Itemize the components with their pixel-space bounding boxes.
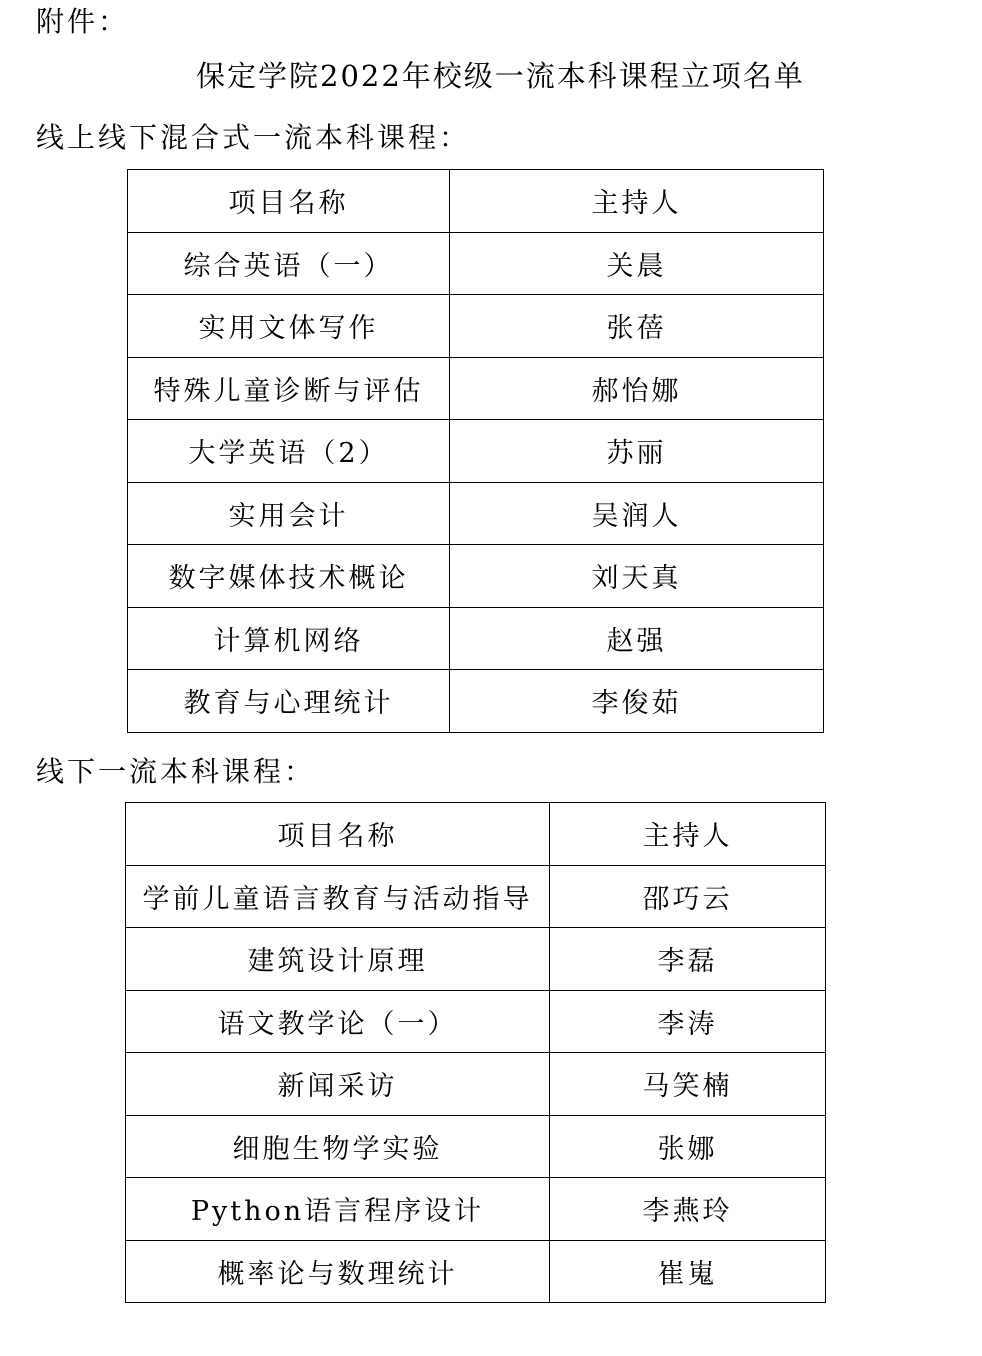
column-header-project: 项目名称 (128, 170, 450, 233)
table-row (128, 545, 824, 608)
host-cell: 吴润人 (450, 482, 824, 545)
table-header-row (128, 170, 824, 233)
host-cell: 马笑楠 (550, 1053, 826, 1116)
course-name-cell: 大学英语（2） (128, 420, 450, 483)
table-row (126, 1178, 826, 1241)
table-row (128, 295, 824, 358)
table-row (126, 865, 826, 928)
course-name-cell: 综合英语（一） (128, 232, 450, 295)
document-title: 保定学院2022年校级一流本科课程立项名单 (196, 59, 805, 93)
column-header-host: 主持人 (550, 803, 826, 866)
course-name-cell: 学前儿童语言教育与活动指导 (126, 865, 550, 928)
table-row (128, 232, 824, 295)
course-name-cell: 概率论与数理统计 (126, 1240, 550, 1303)
table-row (126, 1240, 826, 1303)
host-cell: 关晨 (450, 232, 824, 295)
table-row (128, 670, 824, 733)
course-name-cell: 细胞生物学实验 (126, 1115, 550, 1178)
course-name-cell: 实用会计 (128, 482, 450, 545)
attachment-label: 附件： (36, 5, 130, 38)
table-row (128, 607, 824, 670)
course-name-cell: 新闻采访 (126, 1053, 550, 1116)
host-cell: 郝怡娜 (450, 357, 824, 420)
host-cell: 李燕玲 (550, 1178, 826, 1241)
host-cell: 李磊 (550, 928, 826, 991)
column-header-project: 项目名称 (126, 803, 550, 866)
table-row (126, 990, 826, 1053)
course-name-cell: 特殊儿童诊断与评估 (128, 357, 450, 420)
table-row (128, 482, 824, 545)
host-cell: 刘天真 (450, 545, 824, 608)
host-cell: 张蓓 (450, 295, 824, 358)
section-heading-blended: 线上线下混合式一流本科课程： (36, 121, 471, 154)
blended-course-table (127, 169, 824, 733)
host-cell: 赵强 (450, 607, 824, 670)
course-name-cell: 实用文体写作 (128, 295, 450, 358)
table-row (126, 928, 826, 991)
host-cell: 张娜 (550, 1115, 826, 1178)
table-header-row (126, 803, 826, 866)
course-name-cell: 数字媒体技术概论 (128, 545, 450, 608)
section-heading-offline: 线下一流本科课程： (36, 755, 316, 788)
table-row (128, 420, 824, 483)
host-cell: 邵巧云 (550, 865, 826, 928)
course-name-cell: 教育与心理统计 (128, 670, 450, 733)
column-header-host: 主持人 (450, 170, 824, 233)
course-name-cell: 计算机网络 (128, 607, 450, 670)
host-cell: 李俊茹 (450, 670, 824, 733)
host-cell: 苏丽 (450, 420, 824, 483)
course-name-cell: 建筑设计原理 (126, 928, 550, 991)
offline-course-table (125, 802, 826, 1303)
course-name-cell: 语文教学论（一） (126, 990, 550, 1053)
host-cell: 李涛 (550, 990, 826, 1053)
table-row (126, 1115, 826, 1178)
table-row (128, 357, 824, 420)
host-cell: 崔嵬 (550, 1240, 826, 1303)
table-row (126, 1053, 826, 1116)
course-name-cell: Python语言程序设计 (126, 1178, 550, 1241)
